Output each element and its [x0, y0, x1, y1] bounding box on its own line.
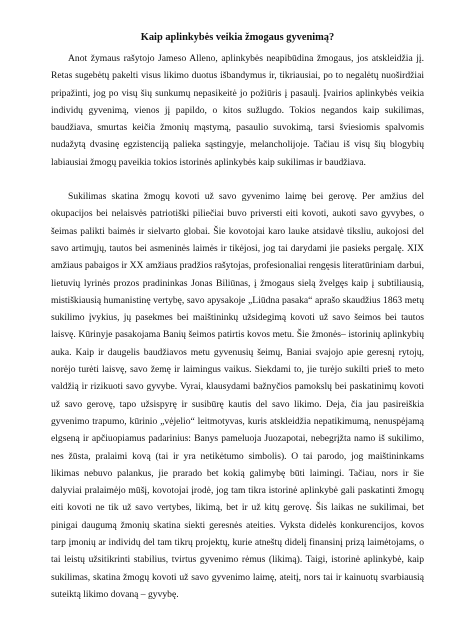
essay-title: Kaip aplinkybės veikia žmogaus gyvenimą? — [140, 32, 335, 43]
paragraph-intro: Anot žymaus rašytojo Jameso Alleno, aplinkybės neapibūdina žmogaus, jos atskleidžia jį. Retas sugebėtų pakelti visus likimo duotus išbandymus ir, tikriausiai, po to negalėtų nuoširdžiai pripažinti, jog po visų šių sunkumų nepasikeitė jo požiūris į pasaulį. Įvairios aplinkybės veikia individų gyvenimą, vienos jį papildo, o kitos sužlugdo. Tokios negandos kaip sukilimas, baudžiava, smurtas keičia žmonių mąstymą, pasaulio suvokimą, tarsi šviesiomis spalvomis nudažytą dvasinę egzistenciją palieka sąstingyje, melancholijoje. Tačiau iš visų šių blogybių labiausiai žmogų paveikia tokios istorinės aplinkybės kaip sukilimas ir baudžiava. — [51, 53, 424, 168]
paragraph-body: Sukilimas skatina žmogų kovoti už savo gyvenimo laimę bei gerovę. Per amžius del okupacijos bei nelaisvės patriotiški piliečiai buvo priversti eiti kovoti, aukoti savo gyvybes, o šeimas palikti baimės ir sielvarto globai. Šie kovotojai karo lauke atsidavė tiksliu, aukojosi del savo artimųjų, tautos bei asmeninės laimės ir tikėjosi, jog tai darydami jie pasieks pergalę. XIX amžiaus pabaigos ir XX amžiaus pradžios rašytojas, profesionaliai rengęsis literatūriniam darbui, lietuvių lyrinės prozos pradininkas Jonas Biliūnas, į žmogaus sielą žvelgęs kaip į subtiliausią, mistiškiausią humanistinę vertybę, savo apysakoje „Liūdna pasaka“ aprašo skaudžius 1863 metų sukilimo įvykius, jų pasekmes bei maištininkų užsidegimą kovoti už savo šeimos bei tautos laisvę. Kūrinyje pasakojama Banių šeimos patirtis kovos metu. Šie žmonės– istorinių aplinkybių auka. Kaip ir daugelis baudžiavos metu gyvenusių šeimų, Baniai svajojo apie geresnį rytojų, norėjo turėti laisvę, savo žemę ir laimingus vaikus. Siekdami to, jie turėjo sukilti prieš to meto valdžią ir rizikuoti savo gyvybe. Vyrai, klausydami bažnyčios pamokslų bei paskatinimų kovoti už savo gerovę, tapo užsispyrę ir susibūrę kautis del savo likimo. Deja, čia jau pasireiškia gyvenimo trapumo, kūrinio „vėjelio“ leitmotyvas, kuris atskleidžia nepatikimumą, nenuspėjamą elgseną ir apčiuopiamus padarinius: Banys pameluoja Juozapotai, nebegrįžta namo iš sukilimo, nes žūsta, pralaimi kovą (tai ir yra netikėtumo simbolis). O tai parodo, jog maištininkams likimas nebuvo palankus, jie prarado bet kokią galimybę būti laimingi. Tačiau, nors ir šie dalyviai pralaimėjo mūšį, kovotojai įrodė, jog tam tikra istorinė aplinkybė gali paskatinti žmogų eiti kovoti ne tik už savo vertybes, likimą, bet ir už kitų gerovę. Šis laikas ne sukilimai, bet pinigai daugumą žmonių skatina siekti geresnės ateities. Vyksta didelės konkurencijos, kovos tarp įmonių ar individų del tam tikrų projektų, kurie atneštų didelį finansinį prizą laimėtojams, o tai leistų užsitikrinti stabilius, tvirtus gyvenimo rėmus (likimą). Taigi, istorinė aplinkybė, kaip sukilimas, skatina žmogų kovoti už savo gyvenimo laimę, ateitį, nors tai ir kainuotų svarbiausią suteiktą likimo dovaną – gyvybę. — [51, 191, 424, 600]
